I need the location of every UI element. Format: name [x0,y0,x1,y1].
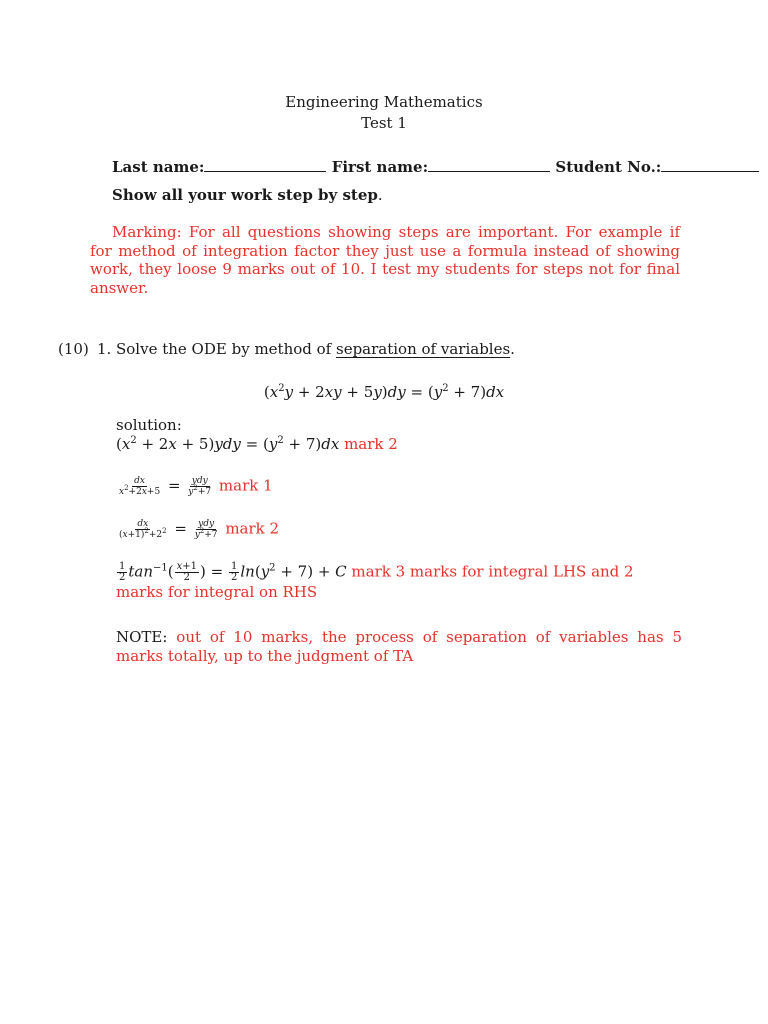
student-no-label: Student No.: [555,158,662,176]
instruction: Show all your work step by step. [112,186,383,204]
course-title: Engineering Mathematics [285,93,483,111]
question-marks: (10) [58,340,89,358]
first-name-label: First name: [331,158,429,176]
last-name-blank[interactable] [204,158,326,172]
solution-step-3: $\frac{dx}{(x+1)^2+2^2}$ = $\frac{\text{ydy}}{y^2+7}$ mark 2 [119,519,280,540]
solution-step-1: $(x^2 + 2x + 5)ydy = (y^2 + 7)dx$ mark 2 [116,435,398,453]
step-1-mark: mark 2 [344,435,398,453]
note-text: out of 10 marks, the process of separation of variables has 5 marks totally, up to the judgment of TA [116,628,682,665]
test-title: Test 1 [361,114,407,132]
solution-label: solution: [116,416,182,434]
step-2-mark: mark 1 [218,476,273,495]
name-fields-row [112,158,759,176]
step-4-mark: mark 3 marks for integral LHS and 2 marks for integral on RHS [116,562,634,601]
grading-note [116,628,682,666]
marking-note: Marking: For all questions showing steps are important. For example if for method of integration factor they just use a formula instead of showing work, they loose 9 marks out of 10. I test my students for steps not for final answer. [90,223,680,297]
solution-step-4: $\frac{1}{2}$ $\tan^{-1}$( $\frac{x+1}{2}$ ) = $\frac{1}{2}$ $\ln(y^2 + 7) + C$ mark 3 marks for integral LHS and 2 marks for integral on RHS [116,561,634,601]
first-name-blank[interactable] [428,158,550,172]
question-number: 1. [97,340,112,358]
separation-of-variables-text: separation of variables [336,340,511,358]
ode-equation: $(x^2y + 2xy + 5y)dy = (y^2 + 7)dx$ [263,383,505,401]
last-name-label: Last name: [112,158,205,176]
question-text: Solve the ODE by method of separation of variables. [116,340,515,358]
step-3-mark: mark 2 [225,519,280,538]
student-no-blank[interactable] [661,158,759,172]
note-label: NOTE: [116,628,168,646]
solution-step-2: $\frac{dx}{x^2+2x+5}$ = $\frac{\text{ydy}}{y^2+7}$ mark 1 [119,476,273,497]
